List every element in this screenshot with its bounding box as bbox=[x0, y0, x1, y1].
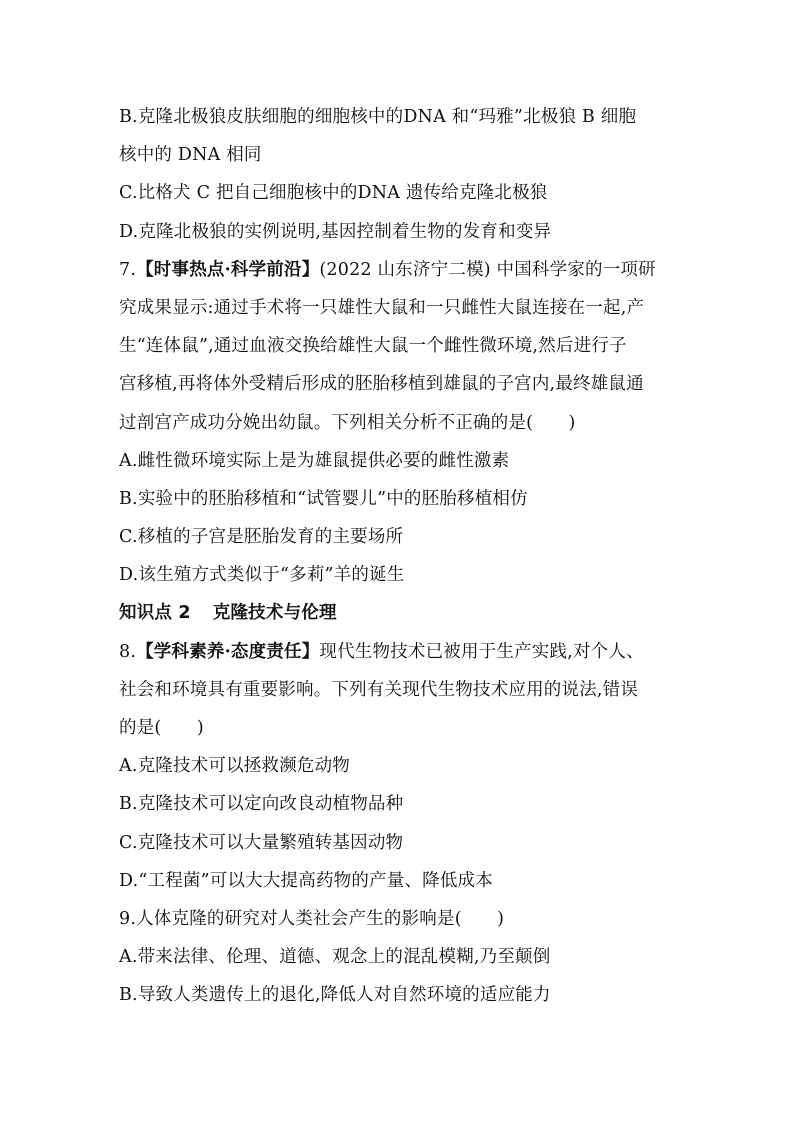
q9-option-b: B.导致人类遗传上的退化,降低人对自然环境的适应能力 bbox=[119, 985, 551, 1006]
section-label: 知识点 2 bbox=[119, 603, 191, 624]
q8-stem-line3: 的是( ) bbox=[119, 718, 204, 738]
q9-stem: 9.人体克隆的研究对人类社会产生的影响是( ) bbox=[119, 908, 505, 929]
q9-option-a: A.带来法律、伦理、道德、观念上的混乱模糊,乃至颠倒 bbox=[119, 947, 551, 968]
section-heading bbox=[119, 594, 699, 632]
question-content bbox=[119, 98, 699, 1015]
q7-stem-line3: 生“连体鼠”,通过血液交换给雄性大鼠一个雌性微环境,然后进行子 bbox=[119, 336, 627, 357]
q6-option-c: C.比格犬 C 把自己细胞核中的DNA 遗传给克隆北极狼 bbox=[119, 183, 548, 204]
q7-tag: 【时事热点·科学前沿】 bbox=[136, 259, 320, 280]
q8-option-c: C.克隆技术可以大量繁殖转基因动物 bbox=[119, 832, 404, 853]
q7-option-c: C.移植的子宫是胚胎发育的主要场所 bbox=[119, 527, 404, 548]
q7-option-a: A.雌性微环境实际上是为雄鼠提供必要的雌性激素 bbox=[119, 450, 510, 471]
q8-option-a: A.克隆技术可以拯救濒危动物 bbox=[119, 756, 350, 777]
q8-option-d: D.“工程菌”可以大大提高药物的产量、降低成本 bbox=[119, 870, 493, 891]
q6-option-b-line2: 核中的 DNA 相同 bbox=[119, 145, 262, 166]
q7-stem-line1 bbox=[119, 251, 699, 289]
q8-option-b: B.克隆技术可以定向改良动植物品种 bbox=[119, 794, 404, 815]
q7-option-b: B.实验中的胚胎移植和“试管婴儿”中的胚胎移植相仿 bbox=[119, 488, 528, 509]
q7-stem-line5: 过剖宫产成功分娩出幼鼠。下列相关分析不正确的是( ) bbox=[119, 412, 576, 433]
q6-option-b-line1: B.克隆北极狼皮肤细胞的细胞核中的DNA 和“玛雅”北极狼 B 细胞 bbox=[119, 107, 637, 127]
q7-stem-line4: 宫移植,再将体外受精后形成的胚胎移植到雄鼠的子宫内,最终雄鼠通 bbox=[119, 374, 644, 395]
q8-number: 8. bbox=[119, 641, 137, 662]
q8-stem-text: 现代生物技术已被用于生产实践,对个人、 bbox=[319, 641, 644, 662]
q7-number: 7. bbox=[119, 259, 137, 280]
section-title: 克隆技术与伦理 bbox=[212, 603, 337, 624]
q7-option-d: D.该生殖方式类似于“多莉”羊的诞生 bbox=[119, 565, 405, 586]
q7-stem-text: (2022 山东济宁二模) 中国科学家的一项研 bbox=[319, 259, 656, 280]
q6-option-d: D.克隆北极狼的实例说明,基因控制着生物的发育和变异 bbox=[119, 221, 552, 242]
q8-stem-line1 bbox=[119, 633, 699, 671]
q8-tag: 【学科素养·态度责任】 bbox=[136, 641, 320, 662]
q8-stem-line2: 社会和环境具有重要影响。下列有关现代生物技术应用的说法,错误 bbox=[119, 679, 639, 700]
q7-stem-line2: 究成果显示:通过手术将一只雄性大鼠和一只雌性大鼠连接在一起,产 bbox=[119, 297, 645, 318]
